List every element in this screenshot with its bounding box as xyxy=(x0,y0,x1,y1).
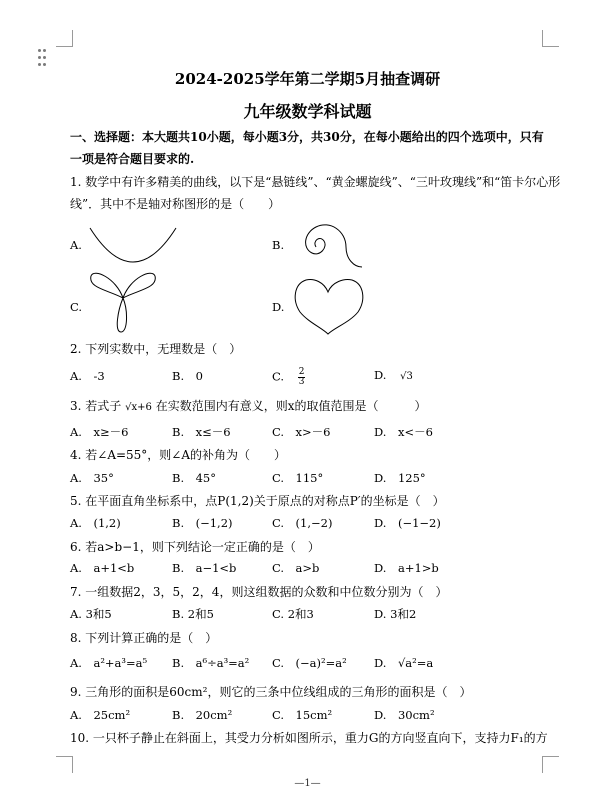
question-1-cont: 线”．其中不是轴对称图形的是（ ） xyxy=(70,197,281,211)
q2-option-b: B. 0 xyxy=(172,369,203,383)
q6-option-b: B. a−1<b xyxy=(172,561,237,575)
q2-option-a: A. -3 xyxy=(70,369,105,383)
q5-option-b: B. (−1,2) xyxy=(172,516,233,530)
q3-option-c: C. x>－6 xyxy=(272,425,331,439)
question-5: 5. 在平面直角坐标系中，点P(1,2)关于原点的对称点P′的坐标是（ ） xyxy=(70,494,445,508)
q1-option-c-label: C. xyxy=(70,300,83,314)
question-4: 4. 若∠A=55°，则∠A的补角为（ ） xyxy=(70,448,287,462)
question-2: 2. 下列实数中，无理数是（ ） xyxy=(70,342,242,356)
q6-option-c: C. a>b xyxy=(272,561,320,575)
q3-option-b: B. x≤－6 xyxy=(172,425,231,439)
question-3 xyxy=(70,397,426,414)
golden-spiral-figure xyxy=(294,215,364,270)
q4-option-c: C. 115° xyxy=(272,471,324,485)
q1-option-b-label: B. xyxy=(272,238,285,252)
q9-option-b: B. 20cm² xyxy=(172,708,233,722)
q2-option-d xyxy=(374,368,413,382)
q3-text-post: 在实数范围内有意义，则x的取值范围是（ ） xyxy=(155,399,427,413)
sqrt-value: √3 xyxy=(400,371,413,382)
three-leaf-rose-figure xyxy=(88,270,158,334)
q3-option-a: A. x≥－6 xyxy=(70,425,129,439)
q8-option-c: C. (−a)²=a² xyxy=(272,656,347,670)
q6-option-d: D. a+1>b xyxy=(374,561,439,575)
question-7: 7. 一组数据2，3，5，2，4，则这组数据的众数和中位数分别为（ ） xyxy=(70,585,448,599)
q7-option-a: A. 3和5 xyxy=(70,607,112,621)
margin-corner-top-left xyxy=(56,30,73,47)
q8-option-b: B. a⁶÷a³=a² xyxy=(172,656,250,670)
q8-option-d: D. √a²=a xyxy=(374,656,434,670)
q5-option-c: C. (1,−2) xyxy=(272,516,333,530)
cardioid-figure xyxy=(294,276,366,336)
section-heading: 一、选择题：本大题共10小题，每小题3分，共30分，在每小题给出的四个选项中，只有 xyxy=(70,130,544,144)
q5-option-a: A. (1,2) xyxy=(70,516,121,530)
fraction-denominator: 3 xyxy=(298,377,305,387)
question-6: 6. 若a>b−1，则下列结论一定正确的是（ ） xyxy=(70,540,320,554)
section-heading-cont: 一项是符合题目要求的. xyxy=(70,152,195,166)
q2-option-c xyxy=(272,368,305,387)
exam-subtitle: 九年级数学科试题 xyxy=(243,102,372,121)
exam-title: 2024-2025学年第二学期5月抽查调研 xyxy=(174,70,441,88)
q5-option-d: D. (−1−2) xyxy=(374,516,441,530)
q3-sqrt-expression: √x+6 xyxy=(125,402,152,413)
q3-option-d: D. x<－6 xyxy=(374,425,433,439)
question-1: 1. 数学中有许多精美的曲线，以下是“悬链线”、“黄金螺旋线”、“三叶玫瑰线”和“笛卡尔心形 xyxy=(70,175,561,189)
q7-option-b: B. 2和5 xyxy=(172,607,214,621)
page-number: —1— xyxy=(294,778,321,789)
margin-corner-bottom-right xyxy=(542,756,559,773)
drag-handle-icon[interactable] xyxy=(37,46,47,60)
q7-option-c: C. 2和3 xyxy=(272,607,314,621)
q8-option-a: A. a²+a³=a⁵ xyxy=(70,656,148,670)
fraction-numerator: 2 xyxy=(298,367,305,377)
q1-option-d-label: D. xyxy=(272,300,285,314)
q4-option-d: D. 125° xyxy=(374,471,426,485)
margin-corner-top-right xyxy=(542,30,559,47)
q9-option-d: D. 30cm² xyxy=(374,708,435,722)
margin-corner-bottom-left xyxy=(56,756,73,773)
q3-text-pre: 3. 若式子 xyxy=(70,399,122,413)
q4-option-a: A. 35° xyxy=(70,471,114,485)
fraction xyxy=(298,368,306,387)
question-8: 8. 下列计算正确的是（ ） xyxy=(70,631,218,645)
q9-option-a: A. 25cm² xyxy=(70,708,131,722)
q2-option-c-label: C. xyxy=(272,369,285,384)
question-9: 9. 三角形的面积是60cm²，则它的三条中位线组成的三角形的面积是（ ） xyxy=(70,685,472,699)
question-10: 10. 一只杯子静止在斜面上，其受力分析如图所示，重力G的方向竖直向下，支持力F₁的方 xyxy=(70,731,548,745)
q7-option-d: D. 3和2 xyxy=(374,607,417,621)
q1-option-a-label: A. xyxy=(70,238,82,252)
q9-option-c: C. 15cm² xyxy=(272,708,333,722)
q6-option-a: A. a+1<b xyxy=(70,561,135,575)
catenary-figure xyxy=(88,226,178,266)
q4-option-b: B. 45° xyxy=(172,471,216,485)
q2-option-d-label: D. xyxy=(374,368,387,382)
